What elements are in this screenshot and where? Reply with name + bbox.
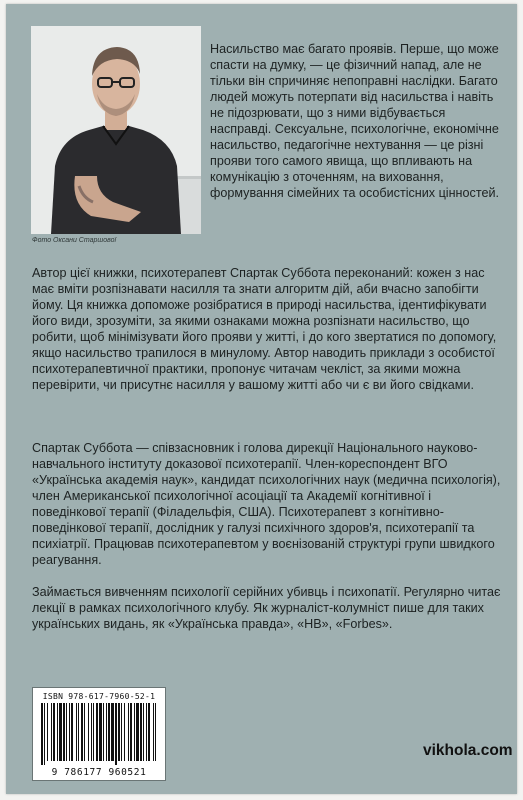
work-paragraph: Займається вивченням психології серійних убивць і психопатії. Регулярно читає лекції в рамках психологічного клубу. Як журналіст-колумніст пише для таких українських видань, як «Українська правда», «НВ», «Forbes».: [32, 585, 501, 631]
author-paragraph: Автор цієї книжки, психотерапевт Спартак Суббота переконаний: кожен з нас має вміти розпізнавати насилля та знати алгоритм дій, аби вчасно запобігти йому. Ця книжка допоможе розібратися в природі насильства, ідентифікувати його види, зрозуміти, за якими ознаками можна розпізнати насильство, що робити, щоб мінімізувати його прояви у житті, і до кого звертатися по допомогу, якщо насильство трапилося в минулому. Автор наводить приклади з особистої психотерапевтичної практики, пропонує читачам чекліст, за якими можна перевірити, чи присутнє насилля у вашому житті або чи є ви його свідками.: [32, 266, 497, 392]
bio-paragraph: Спартак Суббота — співзасновник і голова дирекції Національного науково-навчального інституту доказової психотерапії. Член-кореспондент ВГО «Українська академія наук», кандидат психологічних наук (медична психологія), член Американської психологічної асоціації та Академії когнітивної і поведінкової терапії (Філадельфія, США). Психотерапевт з когнітивно-поведінкової терапії, дослідник у галузі психічного здоров'я, психотерапії та психіатрії. Працював психотерапевтом у воєнізованій структурі групи швидкого реагування.: [32, 441, 501, 567]
photo-credit: Фото Оксани Старшової: [32, 237, 117, 244]
barcode-digits: 9 786177 960521: [51, 767, 147, 778]
author-photo: [31, 26, 201, 234]
barcode-icon: [41, 703, 157, 765]
isbn-label: ISBN 978-617-7960-52-1: [42, 692, 156, 701]
intro-paragraph: Насильство має багато проявів. Перше, що може спасти на думку, — це фізичний напад, але не тільки він спричиняє непоправні наслідки. Багато людей можуть потерпати від насильства і навіть не підозрювати, що з ними відбувається насправді. Сексуальне, психологічне, економічне насильство, педагогічне нехтування — це різні прояви того самого явища, що впливають на комунікацію з оточенням, на виховання, формування сімейних та особистісних цінностей.: [210, 42, 499, 200]
back-cover: [6, 4, 517, 794]
isbn-barcode: [32, 687, 166, 781]
publisher-site: vikhola.com: [423, 742, 513, 759]
